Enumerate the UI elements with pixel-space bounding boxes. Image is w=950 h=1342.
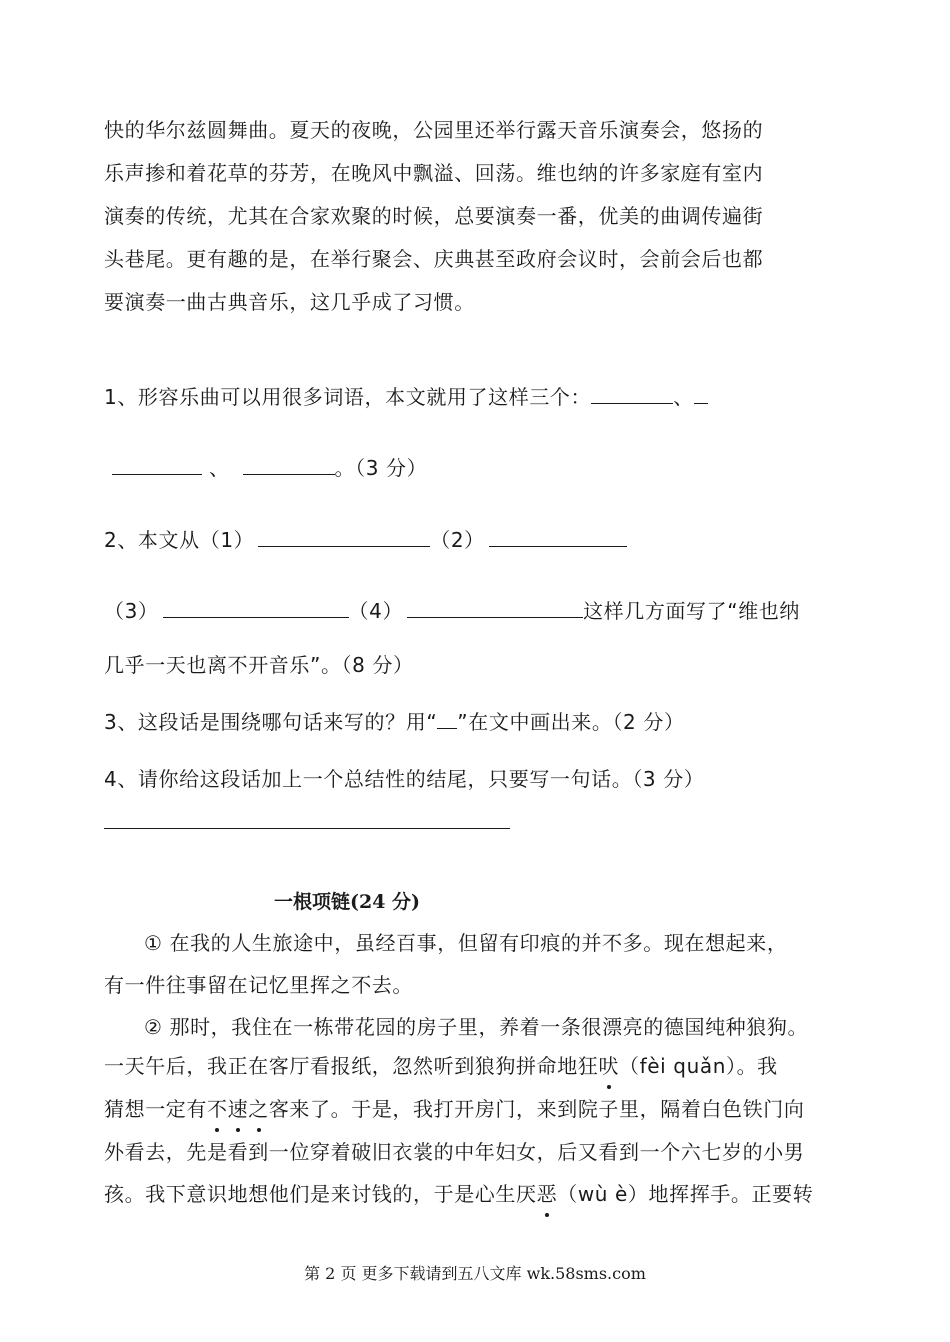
story-text: 客来了。于是，我打开房门，来到院子里，隔着白色铁门向 [268, 1097, 805, 1121]
emphasis-char: 吠 [598, 1054, 620, 1078]
story-title: 一根项链(24 分) [274, 891, 421, 913]
question-2-continued [104, 597, 800, 625]
story-paragraph-2-line: 外看去，先是看到一位穿着破旧衣裳的中年妇女，后又看到一个六七岁的小男 [104, 1140, 805, 1164]
passage-line: 乐声掺和着花草的芬芳，在晚风中飘溢、回荡。维也纳的许多家庭有室内 [104, 161, 764, 185]
pinyin-note: （wù è）地挥挥手。正要转 [557, 1182, 814, 1206]
story-paragraph-2: ② 那时，我住在一栋带花园的房子里，养着一条很漂亮的德国纯种狼狗。 [144, 1015, 809, 1039]
separator: 、 [673, 385, 694, 409]
story-paragraph-1: ① 在我的人生旅途中，虽经百事，但留有印痕的并不多。现在想起来， [144, 931, 788, 955]
answer-blank[interactable] [489, 526, 627, 547]
emphasis-char: 速 [227, 1097, 249, 1121]
page-footer: 第 2 页 更多下载请到五八文库 wk.58sms.com [304, 1264, 646, 1283]
question-2 [104, 526, 627, 554]
emphasis-char: 不 [207, 1097, 228, 1121]
question-1 [104, 383, 708, 411]
story-paragraph-2-line [104, 1180, 813, 1208]
passage-line: 演奏的传统，尤其在合家欢聚的时候，总要演奏一番，优美的曲调传遍街 [104, 204, 764, 228]
story-paragraph-2-line [104, 1095, 804, 1123]
score-label: 。（3 分） [334, 456, 428, 480]
story-paragraph-2-line [104, 1052, 778, 1080]
underline-mark [437, 708, 457, 729]
passage-line: 快的华尔兹圆舞曲。夏天的夜晚，公园里还举行露天音乐演奏会，悠扬的 [104, 118, 764, 142]
passage-line: 要演奏一曲古典音乐，这几乎成了习惯。 [104, 290, 475, 314]
answer-blank[interactable] [591, 383, 673, 404]
question-1-text: 1、形容乐曲可以用很多词语，本文就用了这样三个： [104, 385, 592, 409]
story-paragraph-1-line: 有一件往事留在记忆里挥之不去。 [104, 973, 413, 997]
separator: 、 [208, 456, 230, 480]
question-4: 4、请你给这段话加上一个总结性的结尾，只要写一句话。（3 分） [104, 767, 705, 791]
answer-blank[interactable] [694, 383, 708, 404]
answer-blank[interactable] [112, 454, 202, 475]
answer-blank[interactable] [243, 454, 335, 475]
question-2-text: 这样几方面写了“维也纳 [583, 599, 801, 623]
story-text: 猜想一定有 [104, 1097, 207, 1121]
answer-blank[interactable] [258, 526, 430, 547]
pinyin-note: （fèi quǎn）。我 [619, 1054, 778, 1078]
story-text: 孩。我下意识地想他们是来讨钱的，于是心生厌 [104, 1182, 537, 1206]
question-2-end: 几乎一天也离不开音乐”。（8 分） [104, 653, 414, 677]
question-3 [104, 708, 685, 736]
question-2-part: （4） [348, 599, 404, 623]
question-2-text: 2、本文从（1） [104, 528, 255, 552]
emphasis-char: 恶 [536, 1182, 558, 1206]
question-3-text: 3、这段话是围绕哪句话来写的？用“ [104, 710, 438, 734]
question-2-part: （3） [104, 599, 159, 623]
question-3-text: ”在文中画出来。（2 分） [457, 710, 685, 734]
story-text: 一天午后，我正在客厅看报纸，忽然听到狼狗拼命地狂 [104, 1054, 599, 1078]
passage-line: 头巷尾。更有趣的是，在举行聚会、庆典甚至政府会议时，会前会后也都 [104, 247, 764, 271]
question-1-continued [112, 454, 427, 482]
question-2-part: （2） [430, 528, 485, 552]
emphasis-char: 之 [248, 1097, 269, 1121]
answer-blank[interactable] [407, 597, 583, 618]
answer-line[interactable] [104, 828, 510, 829]
answer-blank[interactable] [163, 597, 349, 618]
